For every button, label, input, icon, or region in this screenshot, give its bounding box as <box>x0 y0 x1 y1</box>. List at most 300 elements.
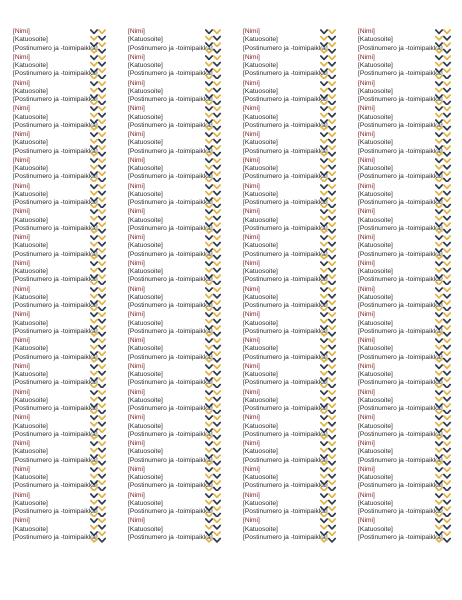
chevron-icon <box>321 500 327 503</box>
address-label[interactable] <box>358 414 452 440</box>
label-name: [Nimi] <box>128 208 145 216</box>
chevron-icon <box>91 198 97 201</box>
address-label[interactable] <box>358 28 452 54</box>
chevron-icon <box>321 539 327 542</box>
chevron-icon <box>99 95 105 98</box>
label-street: [Katuosoite] <box>358 113 393 121</box>
label-street: [Katuosoite] <box>13 448 48 456</box>
label-street: [Katuosoite] <box>128 268 163 276</box>
chevron-icon <box>214 462 220 465</box>
chevron-icon <box>214 326 220 329</box>
address-label[interactable] <box>13 260 107 286</box>
chevron-icon <box>206 333 212 336</box>
label-postal: [Postinumero ja -toimipaikka] <box>243 70 328 78</box>
address-label[interactable] <box>243 80 337 106</box>
chevron-icon <box>444 159 450 162</box>
chevron-icon <box>91 30 97 33</box>
address-label[interactable] <box>13 54 107 80</box>
chevron-icon <box>444 140 450 143</box>
chevron-icon <box>329 288 335 291</box>
chevron-icon <box>214 223 220 226</box>
chevron-icon <box>321 62 327 65</box>
chevron-icon <box>206 359 212 362</box>
chevron-icon <box>99 172 105 175</box>
label-street: [Katuosoite] <box>128 165 163 173</box>
address-label[interactable] <box>13 337 107 363</box>
chevron-icon <box>99 339 105 342</box>
chevron-icon <box>99 198 105 201</box>
address-label[interactable] <box>128 105 222 131</box>
chevron-icon <box>444 468 450 471</box>
address-label[interactable] <box>358 80 452 106</box>
address-label[interactable] <box>358 183 452 209</box>
chevron-icon <box>321 75 327 78</box>
chevron-icon <box>444 507 450 510</box>
chevron-icon <box>436 43 442 46</box>
chevron-icon <box>444 236 450 239</box>
address-label[interactable] <box>243 28 337 54</box>
chevron-icon <box>206 43 212 46</box>
chevron-icon <box>321 519 327 522</box>
chevron-icon <box>91 288 97 291</box>
chevron-stack-icon <box>434 286 452 312</box>
chevron-icon <box>321 127 327 130</box>
chevron-icon <box>91 507 97 510</box>
chevron-stack-icon <box>89 414 107 440</box>
label-postal: [Postinumero ja -toimipaikka] <box>13 199 98 207</box>
label-postal: [Postinumero ja -toimipaikka] <box>243 44 328 52</box>
address-label[interactable] <box>128 157 222 183</box>
chevron-icon <box>321 56 327 59</box>
label-name: [Nimi] <box>13 234 30 241</box>
chevron-icon <box>206 37 212 40</box>
chevron-icon <box>329 494 335 497</box>
chevron-icon <box>329 507 335 510</box>
chevron-icon <box>206 326 212 329</box>
address-label[interactable] <box>13 183 107 209</box>
address-label[interactable] <box>243 131 337 157</box>
chevron-icon <box>99 249 105 252</box>
chevron-icon <box>214 301 220 304</box>
chevron-icon <box>214 82 220 85</box>
chevron-icon <box>436 62 442 65</box>
chevron-icon <box>444 365 450 368</box>
address-label[interactable] <box>358 363 452 389</box>
label-name: [Nimi] <box>13 208 30 216</box>
chevron-icon <box>444 333 450 336</box>
chevron-icon <box>99 159 105 162</box>
chevron-icon <box>99 127 105 130</box>
address-label[interactable] <box>243 183 337 209</box>
address-label[interactable] <box>128 260 222 286</box>
chevron-icon <box>91 191 97 194</box>
address-label[interactable] <box>128 80 222 106</box>
chevron-icon <box>206 88 212 91</box>
address-label[interactable] <box>358 517 452 543</box>
label-name: [Nimi] <box>243 440 260 447</box>
address-label[interactable] <box>128 440 222 466</box>
chevron-icon <box>444 243 450 246</box>
label-name: [Nimi] <box>13 388 30 396</box>
chevron-icon <box>99 268 105 271</box>
chevron-icon <box>436 404 442 407</box>
address-label[interactable] <box>13 389 107 415</box>
chevron-stack-icon <box>319 492 337 518</box>
address-label[interactable] <box>128 183 222 209</box>
label-name: [Nimi] <box>358 28 375 35</box>
chevron-icon <box>91 204 97 207</box>
label-street: [Katuosoite] <box>243 422 278 430</box>
address-label[interactable] <box>243 517 337 543</box>
address-label[interactable] <box>243 234 337 260</box>
address-label[interactable] <box>13 157 107 183</box>
address-label[interactable] <box>358 440 452 466</box>
label-name: [Nimi] <box>128 285 145 293</box>
chevron-icon <box>329 301 335 304</box>
address-label[interactable] <box>358 54 452 80</box>
chevron-icon <box>444 204 450 207</box>
chevron-icon <box>444 95 450 98</box>
address-label[interactable] <box>128 492 222 518</box>
chevron-icon <box>329 69 335 72</box>
chevron-icon <box>206 526 212 529</box>
chevron-icon <box>321 494 327 497</box>
address-label[interactable] <box>128 54 222 80</box>
label-postal: [Postinumero ja -toimipaikka] <box>243 276 328 284</box>
address-label[interactable] <box>358 492 452 518</box>
label-street: [Katuosoite] <box>243 165 278 173</box>
address-label[interactable] <box>13 286 107 312</box>
chevron-icon <box>91 223 97 226</box>
chevron-icon <box>436 449 442 452</box>
chevron-icon <box>214 532 220 535</box>
chevron-icon <box>444 423 450 426</box>
chevron-icon <box>329 146 335 149</box>
label-name: [Nimi] <box>13 362 30 370</box>
chevron-icon <box>91 339 97 342</box>
chevron-icon <box>321 133 327 136</box>
chevron-icon <box>214 249 220 252</box>
chevron-icon <box>99 346 105 349</box>
chevron-icon <box>214 507 220 510</box>
chevron-icon <box>99 30 105 33</box>
chevron-icon <box>329 236 335 239</box>
chevron-icon <box>206 494 212 497</box>
address-label[interactable] <box>13 414 107 440</box>
chevron-icon <box>214 320 220 323</box>
chevron-icon <box>321 365 327 368</box>
address-label[interactable] <box>128 28 222 54</box>
chevron-icon <box>321 449 327 452</box>
address-label[interactable] <box>358 466 452 492</box>
address-label[interactable] <box>13 311 107 337</box>
chevron-icon <box>436 359 442 362</box>
address-label[interactable] <box>243 466 337 492</box>
label-street: [Katuosoite] <box>128 190 163 198</box>
chevron-icon <box>444 481 450 484</box>
address-label[interactable] <box>243 414 337 440</box>
address-label[interactable] <box>128 466 222 492</box>
chevron-icon <box>206 442 212 445</box>
label-postal: [Postinumero ja -toimipaikka] <box>358 379 443 387</box>
label-street: [Katuosoite] <box>13 139 48 147</box>
chevron-stack-icon <box>319 363 337 389</box>
address-label[interactable] <box>243 54 337 80</box>
chevron-icon <box>214 359 220 362</box>
chevron-icon <box>329 436 335 439</box>
address-label[interactable] <box>243 363 337 389</box>
chevron-icon <box>444 532 450 535</box>
address-label[interactable] <box>13 440 107 466</box>
chevron-icon <box>329 281 335 284</box>
chevron-icon <box>99 120 105 123</box>
address-label[interactable] <box>243 389 337 415</box>
chevron-icon <box>321 481 327 484</box>
address-label[interactable] <box>128 337 222 363</box>
chevron-icon <box>91 442 97 445</box>
chevron-icon <box>444 133 450 136</box>
address-label[interactable] <box>13 492 107 518</box>
label-street: [Katuosoite] <box>128 371 163 379</box>
chevron-icon <box>214 494 220 497</box>
address-label[interactable] <box>128 131 222 157</box>
address-label[interactable] <box>13 131 107 157</box>
chevron-icon <box>436 288 442 291</box>
label-street: [Katuosoite] <box>13 422 48 430</box>
address-label[interactable] <box>13 363 107 389</box>
chevron-icon <box>214 230 220 233</box>
address-label[interactable] <box>243 105 337 131</box>
chevron-icon <box>436 539 442 542</box>
label-name: [Nimi] <box>13 259 30 267</box>
chevron-icon <box>99 474 105 477</box>
address-label[interactable] <box>13 105 107 131</box>
chevron-icon <box>99 442 105 445</box>
chevron-stack-icon <box>89 131 107 157</box>
label-street: [Katuosoite] <box>358 242 393 250</box>
chevron-icon <box>206 455 212 458</box>
chevron-icon <box>206 114 212 117</box>
label-street: [Katuosoite] <box>243 525 278 533</box>
label-postal: [Postinumero ja -toimipaikka] <box>358 224 443 232</box>
address-label[interactable] <box>358 389 452 415</box>
chevron-icon <box>91 307 97 310</box>
chevron-icon <box>329 159 335 162</box>
chevron-icon <box>329 172 335 175</box>
chevron-stack-icon <box>434 466 452 492</box>
label-postal: [Postinumero ja -toimipaikka] <box>13 405 98 413</box>
label-name: [Nimi] <box>128 234 145 241</box>
chevron-icon <box>329 256 335 259</box>
chevron-icon <box>329 275 335 278</box>
chevron-icon <box>206 468 212 471</box>
chevron-icon <box>329 133 335 136</box>
chevron-icon <box>444 281 450 284</box>
chevron-icon <box>444 494 450 497</box>
address-label[interactable] <box>13 28 107 54</box>
label-name: [Nimi] <box>243 53 260 61</box>
label-name: [Nimi] <box>13 491 30 499</box>
chevron-icon <box>214 423 220 426</box>
chevron-icon <box>99 256 105 259</box>
chevron-stack-icon <box>319 337 337 363</box>
address-label[interactable] <box>13 80 107 106</box>
chevron-stack-icon <box>434 183 452 209</box>
chevron-icon <box>91 526 97 529</box>
chevron-icon <box>91 320 97 323</box>
address-label[interactable] <box>358 234 452 260</box>
chevron-stack-icon <box>319 311 337 337</box>
address-label[interactable] <box>13 466 107 492</box>
address-label[interactable] <box>358 131 452 157</box>
address-label[interactable] <box>128 414 222 440</box>
label-street: [Katuosoite] <box>128 319 163 327</box>
chevron-stack-icon <box>319 260 337 286</box>
chevron-icon <box>436 95 442 98</box>
address-label[interactable] <box>128 363 222 389</box>
address-label[interactable] <box>13 517 107 543</box>
chevron-icon <box>206 95 212 98</box>
chevron-icon <box>329 539 335 542</box>
label-street: [Katuosoite] <box>358 371 393 379</box>
address-label[interactable] <box>358 311 452 337</box>
address-label[interactable] <box>128 234 222 260</box>
label-street: [Katuosoite] <box>243 474 278 482</box>
label-street: [Katuosoite] <box>13 499 48 507</box>
chevron-icon <box>436 30 442 33</box>
chevron-icon <box>436 384 442 387</box>
chevron-icon <box>214 165 220 168</box>
chevron-icon <box>329 333 335 336</box>
chevron-icon <box>329 462 335 465</box>
label-name: [Nimi] <box>13 311 30 319</box>
label-street: [Katuosoite] <box>358 499 393 507</box>
chevron-icon <box>99 43 105 46</box>
label-street: [Katuosoite] <box>13 36 48 44</box>
chevron-icon <box>91 165 97 168</box>
address-label[interactable] <box>128 517 222 543</box>
chevron-icon <box>436 172 442 175</box>
chevron-icon <box>321 526 327 529</box>
address-label[interactable] <box>128 208 222 234</box>
chevron-icon <box>214 204 220 207</box>
chevron-icon <box>444 217 450 220</box>
chevron-stack-icon <box>89 286 107 312</box>
address-label[interactable] <box>243 157 337 183</box>
label-name: [Nimi] <box>358 440 375 447</box>
chevron-icon <box>444 352 450 355</box>
label-postal: [Postinumero ja -toimipaikka] <box>243 96 328 104</box>
chevron-icon <box>214 481 220 484</box>
address-label[interactable] <box>128 311 222 337</box>
chevron-icon <box>329 82 335 85</box>
chevron-icon <box>436 185 442 188</box>
chevron-icon <box>214 275 220 278</box>
chevron-icon <box>91 172 97 175</box>
chevron-stack-icon <box>89 363 107 389</box>
chevron-icon <box>321 69 327 72</box>
address-label[interactable] <box>13 234 107 260</box>
address-label[interactable] <box>128 389 222 415</box>
chevron-icon <box>436 217 442 220</box>
address-label[interactable] <box>358 286 452 312</box>
address-label[interactable] <box>13 208 107 234</box>
chevron-icon <box>99 88 105 91</box>
chevron-icon <box>436 191 442 194</box>
chevron-icon <box>214 365 220 368</box>
chevron-icon <box>91 494 97 497</box>
chevron-icon <box>321 210 327 213</box>
chevron-icon <box>436 120 442 123</box>
address-label[interactable] <box>243 440 337 466</box>
chevron-icon <box>99 352 105 355</box>
address-label[interactable] <box>243 311 337 337</box>
address-label[interactable] <box>243 492 337 518</box>
label-street: [Katuosoite] <box>128 293 163 301</box>
chevron-icon <box>91 384 97 387</box>
chevron-icon <box>329 223 335 226</box>
address-label[interactable] <box>243 286 337 312</box>
chevron-stack-icon <box>434 492 452 518</box>
chevron-icon <box>444 178 450 181</box>
address-label[interactable] <box>358 337 452 363</box>
chevron-icon <box>444 146 450 149</box>
chevron-icon <box>99 230 105 233</box>
label-postal: [Postinumero ja -toimipaikka] <box>13 327 98 335</box>
chevron-icon <box>206 120 212 123</box>
address-label[interactable] <box>358 105 452 131</box>
label-street: [Katuosoite] <box>358 293 393 301</box>
chevron-stack-icon <box>89 54 107 80</box>
label-postal: [Postinumero ja -toimipaikka] <box>128 224 213 232</box>
address-label[interactable] <box>358 157 452 183</box>
address-label[interactable] <box>128 286 222 312</box>
label-street: [Katuosoite] <box>13 113 48 121</box>
address-label[interactable] <box>243 260 337 286</box>
address-label[interactable] <box>243 337 337 363</box>
label-street: [Katuosoite] <box>13 62 48 70</box>
chevron-icon <box>214 378 220 381</box>
address-label[interactable] <box>358 208 452 234</box>
chevron-icon <box>214 294 220 297</box>
chevron-icon <box>214 114 220 117</box>
chevron-icon <box>91 82 97 85</box>
chevron-icon <box>436 429 442 432</box>
chevron-icon <box>214 146 220 149</box>
chevron-icon <box>321 339 327 342</box>
chevron-icon <box>91 140 97 143</box>
chevron-icon <box>206 404 212 407</box>
label-name: [Nimi] <box>128 105 145 113</box>
chevron-icon <box>206 153 212 156</box>
label-name: [Nimi] <box>128 259 145 267</box>
chevron-icon <box>206 82 212 85</box>
chevron-icon <box>99 487 105 490</box>
address-label[interactable] <box>358 260 452 286</box>
chevron-icon <box>214 468 220 471</box>
label-street: [Katuosoite] <box>13 293 48 301</box>
chevron-icon <box>206 204 212 207</box>
chevron-icon <box>329 397 335 400</box>
label-street: [Katuosoite] <box>128 62 163 70</box>
chevron-icon <box>206 474 212 477</box>
chevron-icon <box>444 371 450 374</box>
address-label[interactable] <box>243 208 337 234</box>
chevron-icon <box>206 500 212 503</box>
chevron-icon <box>321 410 327 413</box>
label-name: [Nimi] <box>358 517 375 525</box>
chevron-icon <box>329 513 335 516</box>
